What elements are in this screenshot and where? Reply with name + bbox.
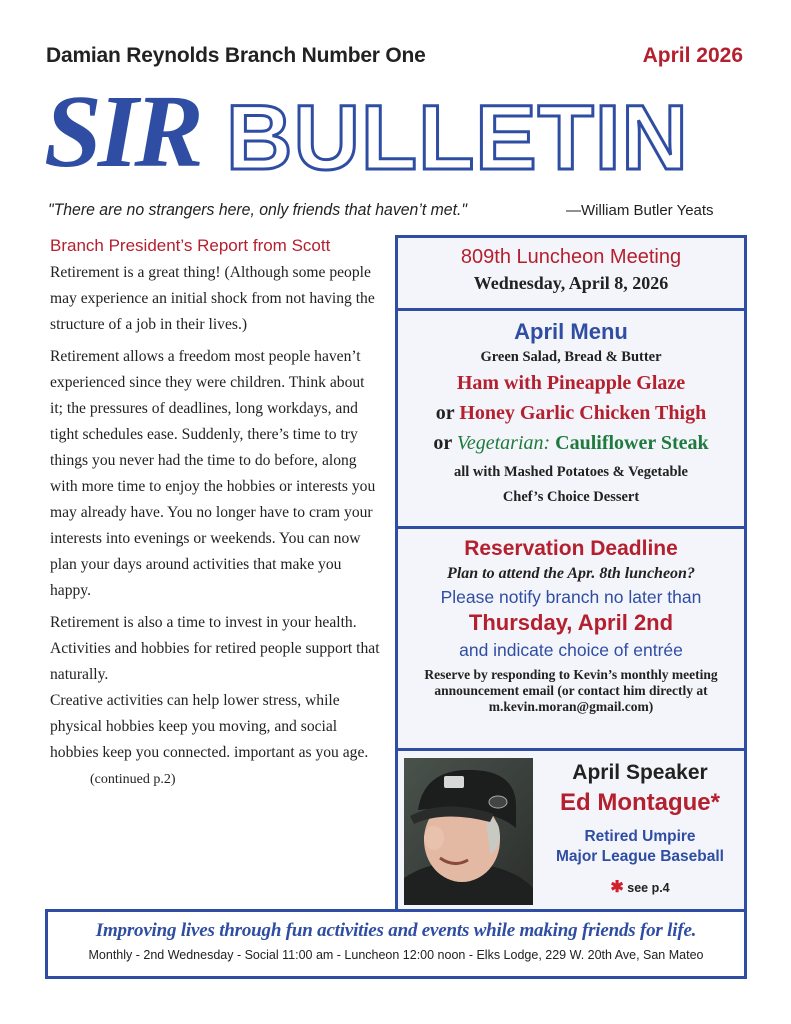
footer-banner — [45, 909, 747, 979]
speaker-see-note — [536, 877, 744, 897]
speaker-photo — [404, 758, 533, 905]
menu-entree-1: Ham with Pineapple Glaze — [456, 372, 686, 394]
report-paragraph: Retirement allows a freedom most people haven’t experienced since they were children. Think about it; the pressures of deadlines, long workdays, and tight schedules ease. Suddenly, there’s time to try things you never had the time to do before, along with more time to enjoy the hobbies or interests you may already have. You no longer have to cram your interests into evenings or weekends. You can now plan your days around activities that make you happy. — [50, 348, 376, 599]
menu-starter: Green Salad, Bread & Butter — [480, 349, 662, 365]
menu-title: April Menu — [514, 319, 628, 344]
reservation-line-2: and indicate choice of entrée — [459, 640, 683, 660]
menu-dessert: Chef’s Choice Dessert — [502, 489, 640, 505]
report-paragraph: Retirement is also a time to invest in your health. Activities and hobbies for retired people support that naturally. — [50, 614, 380, 683]
menu-section — [398, 311, 744, 529]
footer-schedule: Monthly - 2nd Wednesday - Social 11:00 am - Luncheon 12:00 noon - Elks Lodge, 229 W. 20th Ave, San Mateo — [88, 948, 704, 962]
menu-entree-2-row — [398, 400, 744, 426]
or-label: or — [435, 402, 455, 424]
reservation-section — [398, 529, 744, 751]
speaker-portrait-image — [404, 758, 533, 905]
meeting-section — [398, 238, 744, 311]
issue-date: April 2026 — [642, 44, 743, 67]
report-paragraph — [50, 688, 380, 793]
masthead-sir: SIR — [44, 74, 200, 189]
reservation-note: Reserve by responding to Kevin’s monthly meeting announcement email (or contact him directly at m.kevin.moran@gmail.com) — [424, 667, 718, 714]
reservation-line-1: Please notify branch no later than — [440, 587, 702, 607]
menu-sides: all with Mashed Potatoes & Vegetable — [454, 464, 688, 480]
speaker-section — [398, 751, 744, 909]
speaker-role-1: Retired Umpire — [584, 828, 696, 845]
meeting-title: 809th Luncheon Meeting — [460, 246, 682, 268]
report-title: Branch President’s Report from Scott — [50, 236, 331, 255]
menu-entree-3-row — [398, 430, 744, 456]
reservation-question: Plan to attend the Apr. 8th luncheon? — [447, 565, 695, 582]
speaker-name: Ed Montague* — [560, 789, 720, 816]
branch-name: Damian Reynolds Branch Number One — [46, 44, 426, 67]
continued-link: (continued p.2) — [90, 772, 176, 787]
footer-motto: Improving lives through fun activities and events while making friends for life. — [95, 920, 697, 941]
speaker-role-2: Major League Baseball — [556, 848, 724, 865]
masthead-quote — [48, 200, 714, 220]
asterisk-icon: ✱ — [610, 879, 624, 896]
masthead-bulletin: BULLETIN — [226, 87, 689, 189]
reservation-title: Reservation Deadline — [464, 537, 678, 560]
vegetarian-label: Vegetarian: — [456, 432, 551, 454]
menu-entree-3: Cauliflower Steak — [555, 432, 709, 454]
reservation-deadline: Thursday, April 2nd — [468, 610, 674, 635]
report-paragraph: Retirement is a great thing! (Although some people may experience an initial shock from not having the structure of a job in their lives.) — [50, 264, 375, 333]
quote-text: "There are no strangers here, only friends that haven’t met." — [48, 200, 467, 219]
or-label: or — [433, 432, 452, 454]
info-panel — [395, 235, 747, 912]
president-report — [50, 236, 380, 799]
speaker-info — [536, 761, 744, 897]
quote-author: —William Butler Yeats — [566, 202, 714, 219]
speaker-heading: April Speaker — [572, 761, 708, 784]
menu-entree-2: Honey Garlic Chicken Thigh — [459, 402, 707, 424]
meeting-date: Wednesday, April 8, 2026 — [473, 273, 669, 293]
report-paragraph-text: Creative activities can help lower stress, while physical hobbies keep you moving, and social hobbies keep you connected. important as you age. — [50, 692, 369, 761]
see-page-text: see p.4 — [627, 881, 670, 895]
